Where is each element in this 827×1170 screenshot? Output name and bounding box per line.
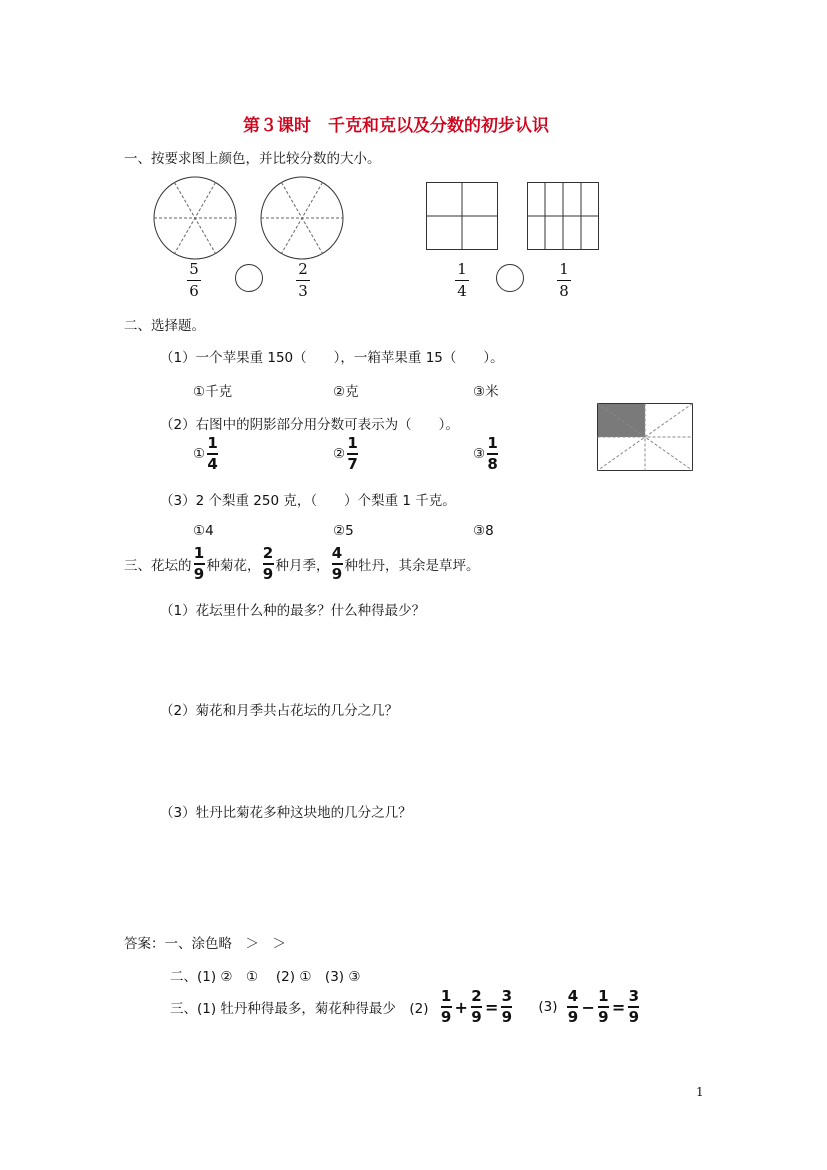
- option-2-3-c[interactable]: ③8: [473, 523, 494, 539]
- option-2-1-a[interactable]: ①千克: [193, 384, 233, 400]
- answer-line-1: 答案：一、涂色略 ＞ ＞: [124, 936, 286, 952]
- section3-heading: 三、花坛的 1 9 种菊花， 2 9 种月季， 4 9 种牡丹，其余是草坪。: [124, 544, 480, 583]
- answer-line-3: 三、(1) 牡丹种得最多，菊花种得最少 (2) 1 9 + 2 9 = 3 9 (3) 4 9 − 1 9 = 3 9: [170, 989, 641, 1025]
- fraction-1-8: 1 8: [557, 262, 571, 299]
- option-2-3-a[interactable]: ①4: [193, 523, 214, 539]
- circle-thirds: [260, 176, 344, 260]
- question-3-2: （2）菊花和月季共占花坛的几分之几？: [160, 703, 399, 719]
- option-2-2-c[interactable]: ③ 1 8: [473, 434, 498, 473]
- question-2-1: （1）一个苹果重 150（ ），一箱苹果重 15（ ）。: [160, 350, 504, 366]
- rect-quarters: [426, 182, 498, 250]
- fraction-5-6: 5 6: [187, 262, 201, 299]
- option-2-2-a[interactable]: ① 1 4: [193, 434, 218, 473]
- question-3-1: （1）花坛里什么种的最多？什么种得最少？: [160, 603, 426, 619]
- answer-line-2: 二、(1) ② ① (2) ① (3) ③: [170, 969, 361, 985]
- question-2-3: （3）2 个梨重 250 克，（ ）个梨重 1 千克。: [160, 493, 456, 509]
- fraction-2-9: 2 9: [262, 544, 274, 583]
- question-3-3: （3）牡丹比菊花多种这块地的几分之几？: [160, 805, 412, 821]
- option-2-3-b[interactable]: ②5: [333, 523, 354, 539]
- section2-heading: 二、选择题。: [124, 318, 205, 334]
- page-title: 第３课时 千克和克以及分数的初步认识: [243, 116, 549, 136]
- fraction-1-4: 1 4: [455, 262, 469, 299]
- option-2-1-b[interactable]: ②克: [333, 384, 359, 400]
- option-2-1-c[interactable]: ③米: [473, 384, 499, 400]
- answer-equation-2: 4 9 − 1 9 = 3 9: [567, 987, 640, 1026]
- question-2-2: （2）右图中的阴影部分用分数可表示为（ ）。: [160, 417, 459, 433]
- option-2-2-b[interactable]: ② 1 7: [333, 434, 358, 473]
- page-number: 1: [696, 1085, 704, 1099]
- compare-circle-1[interactable]: [235, 264, 263, 292]
- rect-eighths: [527, 182, 599, 250]
- answer-equation-1: 1 9 + 2 9 = 3 9: [440, 987, 513, 1026]
- fraction-4-9: 4 9: [331, 544, 343, 583]
- circle-sixths: [153, 176, 237, 260]
- shaded-rect-figure: [597, 403, 693, 471]
- fraction-2-3: 2 3: [296, 262, 310, 299]
- compare-circle-2[interactable]: [496, 264, 524, 292]
- section1-heading: 一、按要求图上颜色，并比较分数的大小。: [124, 151, 381, 167]
- fraction-1-9: 1 9: [193, 544, 205, 583]
